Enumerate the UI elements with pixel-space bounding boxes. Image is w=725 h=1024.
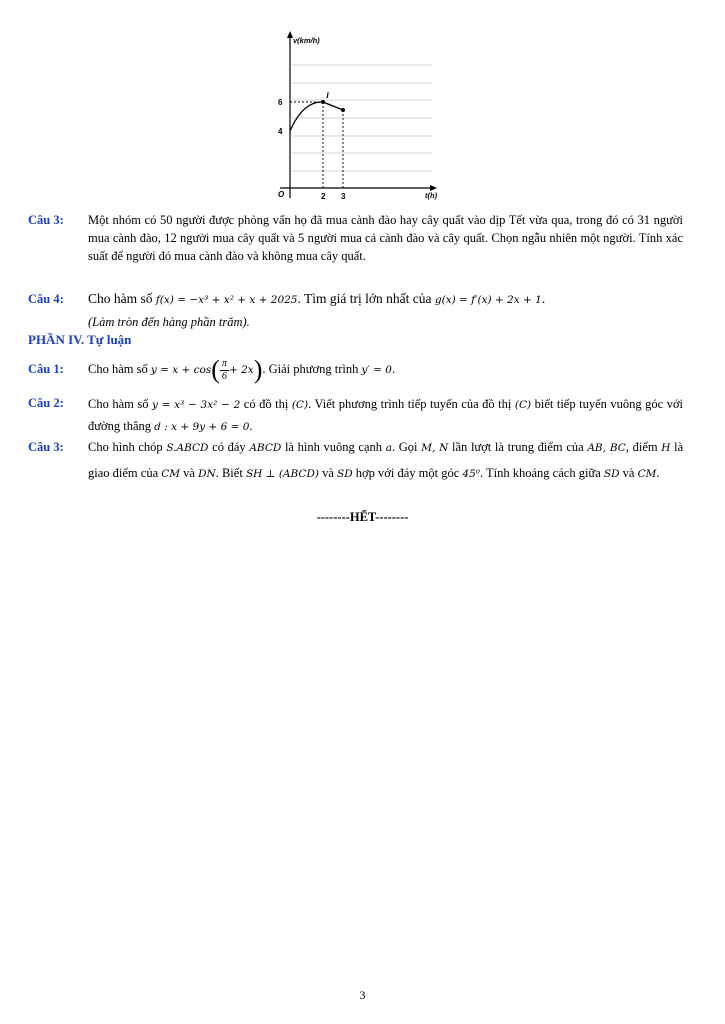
question-text [88,435,683,487]
question-label: Câu 3: [28,213,64,227]
text: và [183,466,195,480]
text: và [622,466,635,480]
y-tick-4: 4 [278,127,283,136]
fraction [220,358,229,383]
text: có đồ thị [243,397,289,411]
text: biết tiếp tuyến vuông góc với đường thẳng [88,397,684,433]
text: có đáy [212,440,246,454]
text: Cho hình chóp [88,440,163,454]
text: . [249,419,253,433]
y-tick-6: 6 [278,98,283,107]
function: y = x³ − 3x² − 2 [152,399,241,411]
math: CM [637,468,657,480]
math: SD [337,468,353,480]
essay-question-1 [28,352,683,387]
graph-c: (C) [514,399,532,411]
text: lần lượt là trung điểm của [452,440,584,454]
function-f: f(x) = −x³ + x² + x + 2025 [155,294,298,306]
text: Cho hàm số [88,362,148,376]
velocity-graph [270,28,445,206]
x-tick-3: 3 [341,192,346,201]
end-mark: --------HẾT-------- [316,510,409,524]
text: và [322,466,334,480]
math: a [385,442,392,454]
math: 45⁰ [462,468,480,480]
text: . [656,466,660,480]
text: . Tính khoảng cách giữa [480,466,601,480]
graph-c: (C) [291,399,309,411]
math: S.ABCD [166,442,209,454]
function-g: g(x) = f′(x) + 2x + 1 [434,294,542,306]
text: Cho hàm số [88,397,149,411]
question-text: Một nhóm có 50 người được phỏng vấn họ đã mua cành đào hay cây quất vào dịp Tết vừa qua, trong đó có 31 người mua cành đào, 12 người mua cây quất và 5 người mua cả cành đào và cây quất. Chọn ngẫu nhiên một người. Tính xác suất để người đó mua cành đào và không mua cây quất. [88,213,683,263]
question-4 [28,290,683,331]
question-text: Cho hàm số y = x + cos( $\frac{\pi}{6}$ + 2x). Giải phương trình y′ = 0. [88,355,396,385]
question-label: Câu 3: [28,440,64,454]
text: . Tìm giá trị lớn nhất của [297,291,432,306]
y-axis-label: v(km/h) [293,36,320,45]
fraction-denominator: 6 [221,370,227,382]
question-label: Câu 4: [28,292,64,306]
question-text [88,394,683,438]
question-label: Câu 1: [28,362,64,376]
math: SD [603,468,620,480]
math: y = x + cos [150,364,212,376]
text: là giao điểm của [88,440,684,480]
text: . Biết [215,466,243,480]
text: . [541,291,546,306]
math: + 2x [228,364,254,376]
text: . Viết phương trình tiếp tuyến của đồ thị [308,397,512,411]
x-tick-2: 2 [321,192,326,201]
math: SH ⊥ (ABCD) [245,468,319,480]
line-d: d : x + 9y + 6 = 0 [154,421,250,433]
rounding-note: (Làm tròn đến hàng phần trăm). [88,315,250,329]
essay-question-2 [28,394,683,438]
text: hợp với đáy một góc [355,466,460,480]
question-3 [28,211,683,265]
question-text [88,290,683,331]
velocity-segment [323,102,343,110]
point-i-label: I [326,91,330,100]
equation: y′ = 0 [361,364,392,376]
math: ABCD [249,442,282,454]
page-number: 3 [359,988,366,1002]
essay-question-3 [28,438,683,487]
text: , điểm [625,440,658,454]
origin-label: O [278,190,285,199]
point-end [341,108,345,112]
fraction-numerator: π [221,357,227,369]
math: DN [198,468,216,480]
text: . [391,362,396,376]
math: AB, BC [587,442,626,454]
velocity-curve [290,102,323,131]
math: H [661,442,671,454]
text: là hình vuông cạnh [284,440,383,454]
text: Cho hàm số [88,291,153,306]
math: M, N [421,442,449,454]
text: . Gọi [391,440,418,454]
math: CM [161,468,181,480]
text: . Giải phương trình [262,362,359,376]
section-heading: PHẦN IV. Tự luận [28,332,132,347]
point-i [321,100,325,104]
x-axis-label: t(h) [425,191,438,200]
question-label: Câu 2: [28,396,64,410]
